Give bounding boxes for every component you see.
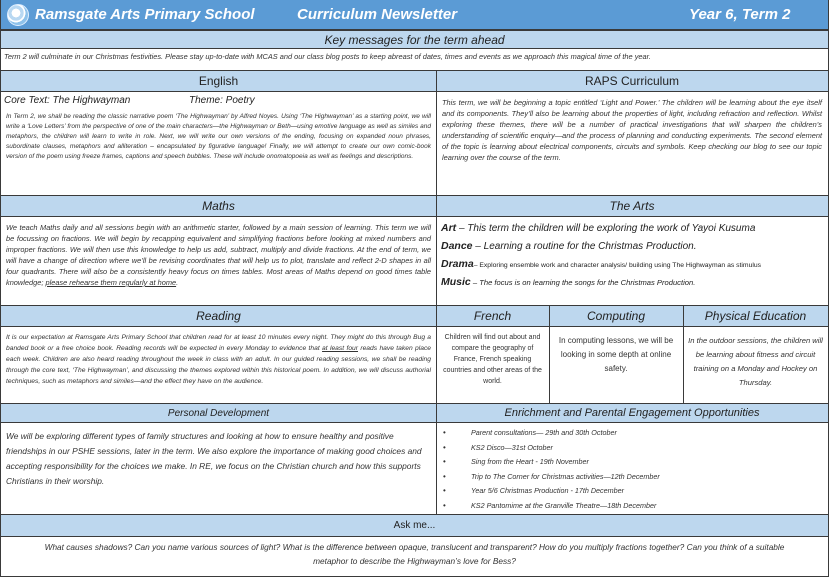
english-section	[1, 92, 436, 195]
ask-me-body: What causes shadows? Can you name various sources of light? What is the difference between opaque, translucent and transparent? How do you multiply fractions together? Can you think of a suitable metaphor to describe the Highwayman’s love for Bess?	[44, 542, 785, 566]
enrichment-item	[443, 484, 827, 499]
column-divider	[683, 305, 684, 403]
reading-text-end: reads have taken place each week. Children are also heard reading throughout the week in class with an adult. In our guided reading sessions, we shall be reading through the core text, ‘The Highwayman’, and discussing the themes explored within this historical poem. In addition, we will discuss authorial techniques, such as metaphors and similes—and the effect they have on the audience.	[6, 345, 432, 385]
french-body: Children will find out about and compare the geography of France, French speaking countries and other areas of the world.	[443, 334, 542, 385]
arts-text-art: – This term the children will be exploring the work of Yayoi Kusuma	[456, 223, 756, 234]
maths-end: .	[176, 278, 179, 287]
arts-header: The Arts	[436, 195, 828, 217]
arts-section	[441, 222, 826, 294]
bullet-icon: •	[443, 442, 446, 452]
pe-header: Physical Education	[683, 305, 828, 327]
bullet-icon: •	[443, 457, 446, 466]
french-header: French	[436, 305, 549, 327]
enrichment-list	[437, 424, 827, 513]
bullet-icon: •	[443, 428, 446, 437]
pe-body: In the outdoor sessions, the children will be learning about fitness and circuit training on a Monday and Hockey on Thursday.	[688, 336, 823, 387]
reading-header: Reading	[1, 305, 436, 327]
newsletter-banner	[1, 0, 828, 31]
arts-item-dance	[441, 240, 826, 252]
english-header: English	[1, 70, 436, 92]
ask-me-header: Ask me...	[1, 514, 828, 537]
column-divider	[436, 70, 437, 514]
english-body: In Term 2, we shall be reading the classic narrative poem ‘The Highwayman’ by Alfred Noyes. Using ‘The Highwayman’ as a starting point, we will write a ‘Love Letters’ from the perspective of one of the main characters—the Highwayman or Beth—using emotive language as well as similes and metaphors, the children will learn to write in role. Next, we will write our own versions of the ending, focusing on expanded noun phrases, subordinate clauses, metaphors and alliteration – encapsulated by figurative language! Finally, we will attempt to create our own comic-book version of the poem using freeze frames, captions and speech bubbles. These will include onomatopoeia as well as feelings and descriptions.	[6, 113, 431, 160]
personal-development-body: We will be exploring different types of family structures and looking at how to ensure healthy and positive friendships in our PSHE sessions, later in the term. We also explore the importance of making good choices and accepting responsibility for the choices we make. In RE, we focus on the Christian church and how this supports Christians in their worship.	[6, 431, 422, 486]
bullet-icon: •	[443, 500, 446, 510]
key-messages-header: Key messages for the term ahead	[1, 30, 828, 49]
enrichment-item	[443, 455, 827, 470]
maths-emphasis: please rehearse them regularly at home	[45, 278, 177, 287]
enrichment-item	[443, 470, 827, 485]
enrichment-item	[443, 441, 827, 456]
enrichment-item-text: Year 5/6 Christmas Production - 17th December	[471, 486, 625, 495]
arts-item-music	[441, 276, 826, 288]
maths-text: We teach Maths daily and all sessions begin with an arithmetic starter, followed by a main session of learning. This term we will be focussing on fractions. We will begin by recapping equivalent and simplifying fractions before looking at mixed numbers and improper fractions. We will then use this knowledge to help us add, subtract, multiply and divide fractions. At the end of term, we will have a change of direction where we’ll be revising coordinates that will help us to plot, translate and reflect 2-D shapes in all four quadrants. There will also be a consistently heavy focus on times tables. Most areas of Maths depend on good times table knowledge;	[6, 223, 431, 287]
enrichment-item-text: KS2 Pantomime at the Granville Theatre—18th December	[471, 500, 657, 510]
enrichment-item	[443, 426, 827, 441]
arts-text-music: – The focus is on learning the songs for the Christmas Production.	[470, 278, 696, 287]
reading-emphasis: at least four	[322, 345, 358, 352]
arts-text-dance: – Learning a routine for the Christmas Production.	[472, 241, 697, 252]
enrichment-item-text: KS2 Disco—31st October	[471, 442, 553, 452]
arts-text-drama: – Exploring ensemble work and character analysis/ building using The Highwayman as stimulus	[473, 262, 762, 269]
arts-label-dance: Dance	[441, 240, 473, 252]
term-label: Year 6, Term 2	[689, 6, 791, 23]
enrichment-item-text: Trip to The Corner for Christmas activities—12th December	[471, 471, 660, 481]
reading-body	[1, 329, 436, 390]
school-logo-icon	[7, 4, 29, 26]
enrichment-header: Enrichment and Parental Engagement Opportunities	[436, 403, 828, 423]
enrichment-item	[443, 499, 827, 514]
arts-label-music: Music	[441, 276, 471, 288]
computing-header: Computing	[549, 305, 683, 327]
bullet-icon: •	[443, 486, 446, 495]
english-theme: Theme: Poetry	[189, 95, 255, 106]
maths-body	[1, 219, 436, 291]
reading-text-start: It is our expectation at Ramsgate Arts Primary School that children read for at least 10 minutes every night. They might do this through Bug a banded book or a free choice book. Reading records will be expected in every Monday to evidence that	[6, 334, 431, 352]
arts-label-art: Art	[441, 222, 457, 234]
column-divider	[549, 305, 550, 403]
personal-development-header: Personal Development	[1, 403, 436, 423]
maths-header: Maths	[1, 195, 436, 217]
raps-body: This term, we will be beginning a topic entitled ‘Light and Power.’ The children will be learning about the eye itself and its components. They’ll also be learning about the properties of light, including refraction and reflection. Whilst exploring these themes, there will be a number of practical investigations that will sharpen the children’s understanding of scientific enquiry—and the process of planning and conducting experiments. The second element of the topic is learning about electrical components, circuits and symbols. Keep checking our blog to see our topic learning over the course of the term.	[442, 98, 822, 162]
key-messages-text: Term 2 will culminate in our Christmas festivities. Please stay up-to-date with MCAS and our class blog posts to keep abreast of dates, times and events as we approach this magical time of the year.	[4, 52, 651, 61]
english-core-text: Core Text: The Highwayman	[4, 95, 131, 106]
arts-label-drama: Drama	[441, 258, 474, 270]
arts-item-art	[441, 222, 826, 234]
computing-body: In computing lessons, we will be looking in some depth at online safety.	[558, 336, 674, 373]
enrichment-item-text: Parent consultations— 29th and 30th October	[471, 428, 617, 437]
newsletter-title: Curriculum Newsletter	[297, 6, 458, 23]
enrichment-item-text: Sing from the Heart - 19th November	[471, 457, 589, 466]
school-name: Ramsgate Arts Primary School	[35, 6, 255, 23]
arts-item-drama	[441, 258, 826, 270]
raps-header: RAPS Curriculum	[436, 70, 828, 92]
bullet-icon: •	[443, 471, 446, 481]
